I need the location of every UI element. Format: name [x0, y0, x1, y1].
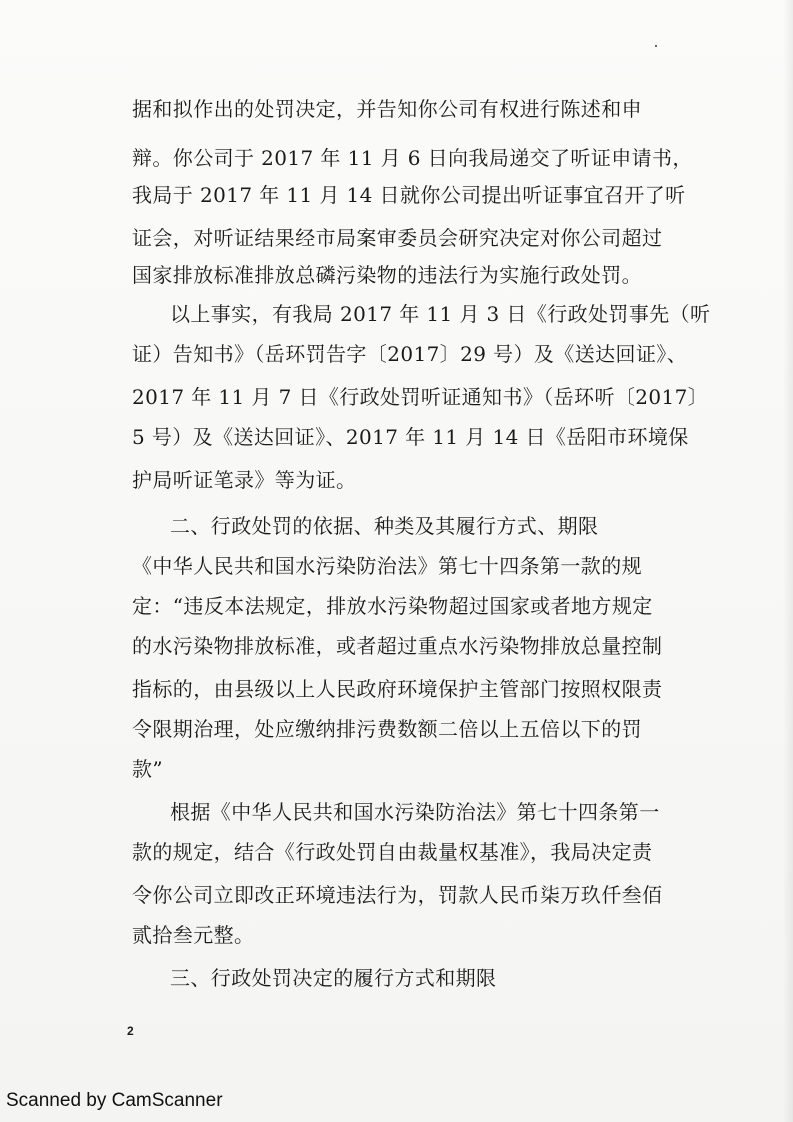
body-line: 定：“违反本法规定，排放水污染物超过国家或者地方规定 — [132, 594, 653, 618]
body-line: 证会，对听证结果经市局案审委员会研究决定对你公司超过 — [132, 226, 663, 250]
body-line: 国家排放标准排放总磷污染物的违法行为实施行政处罚。 — [132, 263, 642, 287]
body-line: 指标的，由县级以上人民政府环境保护主管部门按照权限责 — [132, 677, 663, 701]
body-line: 护局听证笔录》等为证。 — [132, 468, 357, 492]
body-line: 的水污染物排放标准，或者超过重点水污染物排放总量控制 — [132, 634, 663, 658]
body-line: 《中华人民共和国水污染防治法》第七十四条第一款的规 — [132, 554, 642, 578]
body-line: 款的规定，结合《行政处罚自由裁量权基准》，我局决定责 — [132, 840, 653, 864]
body-line: 我局于 2017 年 11 月 14 日就你公司提出听证事宜召开了听 — [132, 183, 686, 207]
body-line: 证）告知书》（岳环罚告字〔2017〕29 号）及《送达回证》、 — [132, 342, 688, 366]
body-line: 5 号）及《送达回证》、2017 年 11 月 14 日《岳阳市环境保 — [132, 425, 689, 449]
page-number: 2 — [127, 1024, 134, 1038]
scan-edge-shadow — [783, 0, 793, 1122]
body-line: 2017 年 11 月 7 日《行政处罚听证通知书》（岳环听〔2017〕 — [132, 385, 709, 409]
body-line: 根据《中华人民共和国水污染防治法》第七十四条第一 — [170, 800, 660, 824]
body-line: 款” — [132, 757, 164, 781]
scan-speck — [655, 45, 657, 47]
body-line: 辩。你公司于 2017 年 11 月 6 日向我局递交了听证申请书， — [132, 146, 693, 170]
body-line: 令你公司立即改正环境违法行为，罚款人民币柒万玖仟叁佰 — [132, 883, 663, 907]
body-line: 以上事实，有我局 2017 年 11 月 3 日《行政处罚事先（听 — [170, 302, 711, 326]
section-heading-3: 三、行政处罚决定的履行方式和期限 — [170, 966, 497, 990]
scanner-watermark: Scanned by CamScanner — [6, 1090, 223, 1111]
body-line: 令限期治理，处应缴纳排污费数额二倍以上五倍以下的罚 — [132, 717, 642, 741]
body-line: 贰拾叁元整。 — [132, 923, 255, 947]
section-heading-2: 二、行政处罚的依据、种类及其履行方式、期限 — [170, 514, 599, 538]
body-line: 据和拟作出的处罚决定，并告知你公司有权进行陈述和申 — [132, 97, 642, 121]
